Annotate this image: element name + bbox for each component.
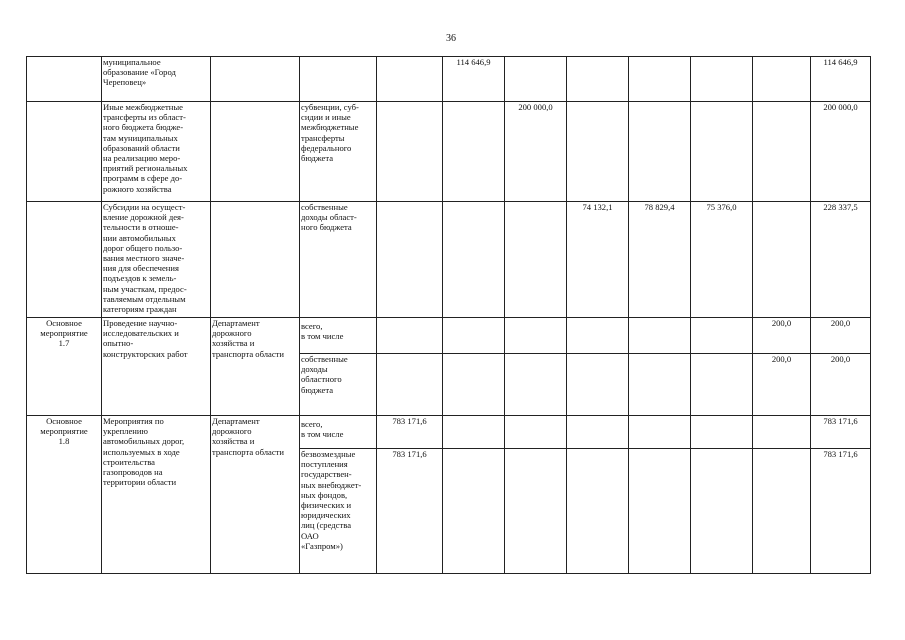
event-name-cell: Мероприятия по укреплению автомобильных дорог, используемых в ходе строительства газопроводов на территории области bbox=[102, 416, 211, 574]
value-cell bbox=[629, 318, 691, 354]
value-cell: 74 132,1 bbox=[567, 202, 629, 318]
value-cell bbox=[691, 57, 753, 102]
value-cell: 114 646,9 bbox=[443, 57, 505, 102]
code-cell bbox=[27, 57, 102, 102]
total-cell: 200 000,0 bbox=[811, 102, 871, 202]
value-cell bbox=[505, 416, 567, 449]
total-cell: 114 646,9 bbox=[811, 57, 871, 102]
value-cell: 200,0 bbox=[753, 318, 811, 354]
source-cell: собственные доходы областного бюджета bbox=[300, 354, 377, 416]
value-cell bbox=[377, 354, 443, 416]
value-cell bbox=[567, 416, 629, 449]
value-cell bbox=[443, 449, 505, 574]
source-cell: безвозмездные поступления государствен- ных внебюджет- ных фондов, физических и юридических лиц (средства ОАО «Газпром») bbox=[300, 449, 377, 574]
table-row bbox=[27, 202, 871, 318]
value-cell bbox=[443, 202, 505, 318]
value-cell: 200 000,0 bbox=[505, 102, 567, 202]
value-cell bbox=[567, 102, 629, 202]
total-cell: 200,0 bbox=[811, 354, 871, 416]
source-cell: всего, в том числе bbox=[300, 318, 377, 354]
responsible-cell: Департамент дорожного хозяйства и транспорта области bbox=[211, 318, 300, 416]
value-cell: 783 171,6 bbox=[377, 416, 443, 449]
value-cell bbox=[691, 354, 753, 416]
responsible-cell bbox=[211, 202, 300, 318]
value-cell bbox=[443, 102, 505, 202]
name-cell: Иные межбюджетные трансферты из област- ного бюджета бюдже- там муниципальных образований области на реализацию меро- приятий региональных программ в сфере до- рожного хозяйства bbox=[102, 102, 211, 202]
source-cell: собственные доходы област- ного бюджета bbox=[300, 202, 377, 318]
source-cell: субвенции, суб- сидии и иные межбюджетные трансферты федерального бюджета bbox=[300, 102, 377, 202]
value-cell: 783 171,6 bbox=[377, 449, 443, 574]
value-cell bbox=[377, 202, 443, 318]
table-row bbox=[27, 102, 871, 202]
value-cell bbox=[443, 318, 505, 354]
code-cell bbox=[27, 202, 102, 318]
responsible-cell bbox=[211, 102, 300, 202]
table-row bbox=[27, 57, 871, 102]
total-cell: 228 337,5 bbox=[811, 202, 871, 318]
source-cell bbox=[300, 57, 377, 102]
value-cell bbox=[567, 449, 629, 574]
value-cell: 75 376,0 bbox=[691, 202, 753, 318]
value-cell bbox=[377, 57, 443, 102]
value-cell bbox=[443, 416, 505, 449]
value-cell bbox=[753, 57, 811, 102]
code-cell bbox=[27, 102, 102, 202]
event-code-cell: Основное мероприятие 1.8 bbox=[27, 416, 102, 574]
value-cell bbox=[377, 318, 443, 354]
total-cell: 783 171,6 bbox=[811, 449, 871, 574]
value-cell bbox=[629, 416, 691, 449]
budget-table bbox=[26, 56, 871, 574]
value-cell bbox=[567, 354, 629, 416]
source-cell: всего, в том числе bbox=[300, 416, 377, 449]
value-cell bbox=[505, 57, 567, 102]
value-cell bbox=[505, 318, 567, 354]
table-row bbox=[27, 318, 871, 354]
value-cell bbox=[505, 354, 567, 416]
value-cell bbox=[629, 449, 691, 574]
value-cell bbox=[753, 102, 811, 202]
value-cell bbox=[505, 449, 567, 574]
value-cell bbox=[691, 416, 753, 449]
value-cell: 200,0 bbox=[753, 354, 811, 416]
table-row bbox=[27, 416, 871, 449]
total-cell: 200,0 bbox=[811, 318, 871, 354]
page-number: 36 bbox=[446, 33, 456, 44]
value-cell bbox=[753, 416, 811, 449]
value-cell bbox=[567, 57, 629, 102]
value-cell bbox=[691, 318, 753, 354]
value-cell bbox=[753, 202, 811, 318]
value-cell bbox=[505, 202, 567, 318]
event-code-cell: Основное мероприятие 1.7 bbox=[27, 318, 102, 416]
value-cell bbox=[691, 449, 753, 574]
value-cell bbox=[753, 449, 811, 574]
value-cell bbox=[629, 102, 691, 202]
value-cell bbox=[567, 318, 629, 354]
value-cell: 78 829,4 bbox=[629, 202, 691, 318]
event-name-cell: Проведение научно- исследовательских и опытно- конструкторских работ bbox=[102, 318, 211, 416]
value-cell bbox=[377, 102, 443, 202]
total-cell: 783 171,6 bbox=[811, 416, 871, 449]
responsible-cell bbox=[211, 57, 300, 102]
value-cell bbox=[443, 354, 505, 416]
name-cell: Субсидии на осущест- вление дорожной дея- тельности в отноше- нии автомобильных дорог общего пользо- вания местного значе- ния для обеспечения подъездов к земель- ным участкам, предос- тавляемым отдельным категориям граждан bbox=[102, 202, 211, 318]
value-cell bbox=[629, 57, 691, 102]
responsible-cell: Департамент дорожного хозяйства и транспорта области bbox=[211, 416, 300, 574]
name-cell: муниципальное образование «Город Череповец» bbox=[102, 57, 211, 102]
value-cell bbox=[691, 102, 753, 202]
value-cell bbox=[629, 354, 691, 416]
